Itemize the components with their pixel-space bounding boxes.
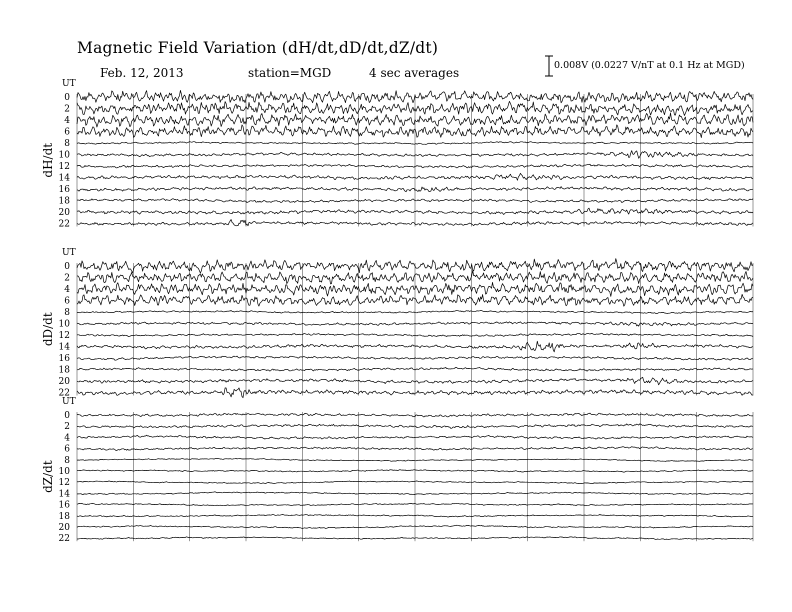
- row-label: 6: [64, 444, 70, 455]
- row-label: 12: [58, 331, 70, 341]
- date-label: Feb. 12, 2013: [100, 66, 184, 80]
- row-label: 6: [64, 127, 70, 138]
- panel-axis-label: dD/dt: [41, 312, 55, 347]
- row-label: 22: [58, 534, 70, 545]
- row-label: 2: [64, 104, 70, 115]
- row-label: 10: [58, 319, 70, 330]
- row-label: 18: [58, 365, 70, 376]
- row-label: 12: [58, 478, 70, 489]
- row-label: 4: [64, 285, 70, 295]
- row-label: 0: [64, 411, 70, 421]
- row-label: 4: [64, 433, 70, 444]
- row-label: 8: [64, 455, 70, 466]
- row-label: 6: [64, 296, 70, 307]
- row-label: 0: [64, 93, 70, 103]
- row-label: 22: [58, 219, 70, 230]
- row-label: 14: [58, 489, 70, 500]
- ut-label: UT: [62, 397, 76, 407]
- row-label: 10: [58, 467, 70, 477]
- scale-bar-label: 0.008V (0.0227 V/nT at 0.1 Hz at MGD): [554, 60, 745, 71]
- panel-axis-label: dH/dt: [41, 142, 55, 178]
- row-label: 2: [64, 422, 70, 433]
- row-label: 10: [58, 150, 70, 161]
- row-label: 16: [58, 354, 70, 364]
- row-label: 22: [58, 388, 70, 399]
- row-label: 8: [64, 139, 70, 149]
- chart-title: Magnetic Field Variation (dH/dt,dD/dt,dZ/dt): [77, 39, 439, 57]
- averaging-label: 4 sec averages: [369, 66, 460, 80]
- row-label: 0: [64, 262, 70, 272]
- row-label: 16: [58, 500, 70, 511]
- row-label: 8: [64, 308, 70, 318]
- row-label: 18: [58, 511, 70, 522]
- ut-label: UT: [62, 79, 76, 89]
- panel-axis-label: dZ/dt: [41, 460, 55, 493]
- scale-bar-icon: [545, 56, 553, 76]
- row-label: 16: [58, 185, 70, 195]
- panel-dD-dt: [41, 248, 753, 399]
- row-label: 2: [64, 273, 70, 284]
- panel-dZ-dt: [41, 397, 753, 544]
- row-label: 14: [58, 173, 70, 184]
- ut-label: UT: [62, 248, 76, 258]
- row-label: 18: [58, 196, 70, 207]
- row-label: 20: [58, 208, 70, 218]
- row-label: 14: [58, 342, 70, 353]
- row-label: 12: [58, 162, 70, 172]
- row-label: 20: [58, 377, 70, 387]
- station-label: station=MGD: [248, 66, 332, 80]
- panel-dH-dt: [41, 79, 753, 230]
- row-label: 20: [58, 523, 70, 533]
- row-label: 4: [64, 116, 70, 126]
